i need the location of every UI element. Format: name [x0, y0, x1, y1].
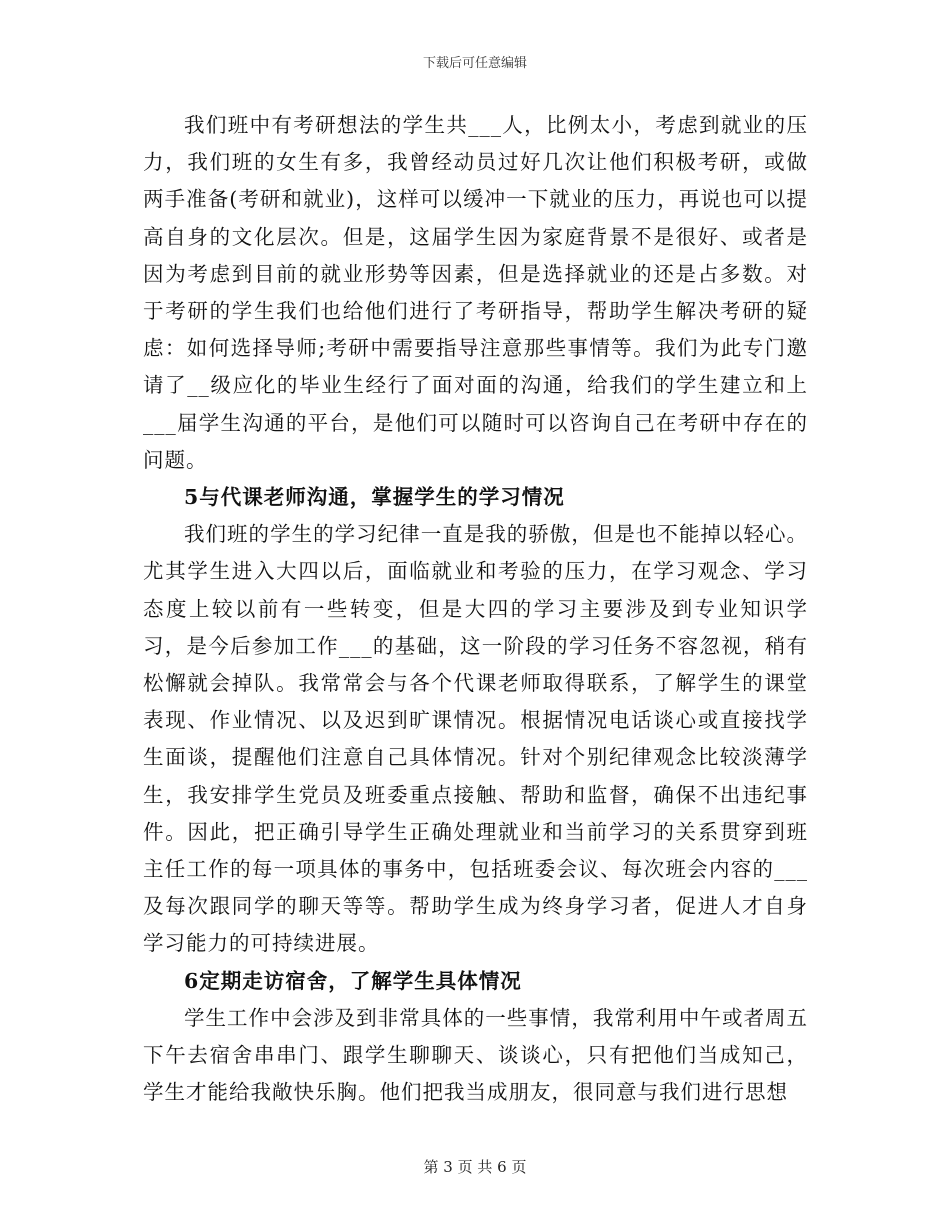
page-number: 第 3 页 共 6 页 — [423, 1158, 527, 1176]
page-header: 下载后可任意编辑 — [422, 56, 527, 71]
section-heading-6: 6定期走访宿舍，了解学生具体情况 — [184, 968, 522, 993]
paragraph-teacher-communication: 我们班的学生的学习纪律一直是我的骄傲，但是也不能掉以轻心。尤其学生进入大四以后，面临就业和考验的压力，在学习观念、学习态度上较以前有一些转变，但是大四的学习主要涉及到专业知识学习，是今后参加工作___的基础，这一阶段的学习任务不容忽视，稍有松懈就会掉队。我常常会与各个代课老师取得联系，了解学生的课堂表现、作业情况、以及迟到旷课情况。根据情况电话谈心或直接找学生面谈，提醒他们注意自己具体情况。针对个别纪律观念比较淡薄学生，我安排学生党员及班委重点接触、帮助和监督，确保不出违纪事件。因此，把正确引导学生正确处理就业和当前学习的关系贯穿到班主任工作的每一项具体的事务中，包括班委会议、每次班会内容的___及每次跟同学的聊天等等。帮助学生成为终身学习者，促进人才自身学习能力的可持续进展。 — [143, 522, 808, 956]
paragraph-postgrad-exam: 我们班中有考研想法的学生共___人，比例太小，考虑到就业的压力，我们班的女生有多，我曾经动员过好几次让他们积极考研，或做两手准备(考研和就业)，这样可以缓冲一下就业的压力，再说也可以提高自身的文化层次。但是，这届学生因为家庭背景不是很好、或者是因为考虑到目前的就业形势等因素，但是选择就业的还是占多数。对于考研的学生我们也给他们进行了考研指导，帮助学生解决考研的疑虑：如何选择导师;考研中需要指导注意那些事情等。我们为此专门邀请了__级应化的毕业生经行了面对面的沟通，给我们的学生建立和上___届学生沟通的平台，是他们可以随时可以咨询自己在考研中存在的问题。 — [143, 113, 808, 472]
document-body — [143, 107, 808, 1111]
section-heading-5: 5与代课老师沟通，掌握学生的学习情况 — [184, 485, 565, 510]
paragraph-dorm-visits: 学生工作中会涉及到非常具体的一些事情，我常利用中午或者周五下午去宿舍串串门、跟学生聊聊天、谈谈心，只有把他们当成知己，学生才能给我敞快乐胸。他们把我当成朋友，很同意与我们进行思想 — [143, 1005, 808, 1105]
